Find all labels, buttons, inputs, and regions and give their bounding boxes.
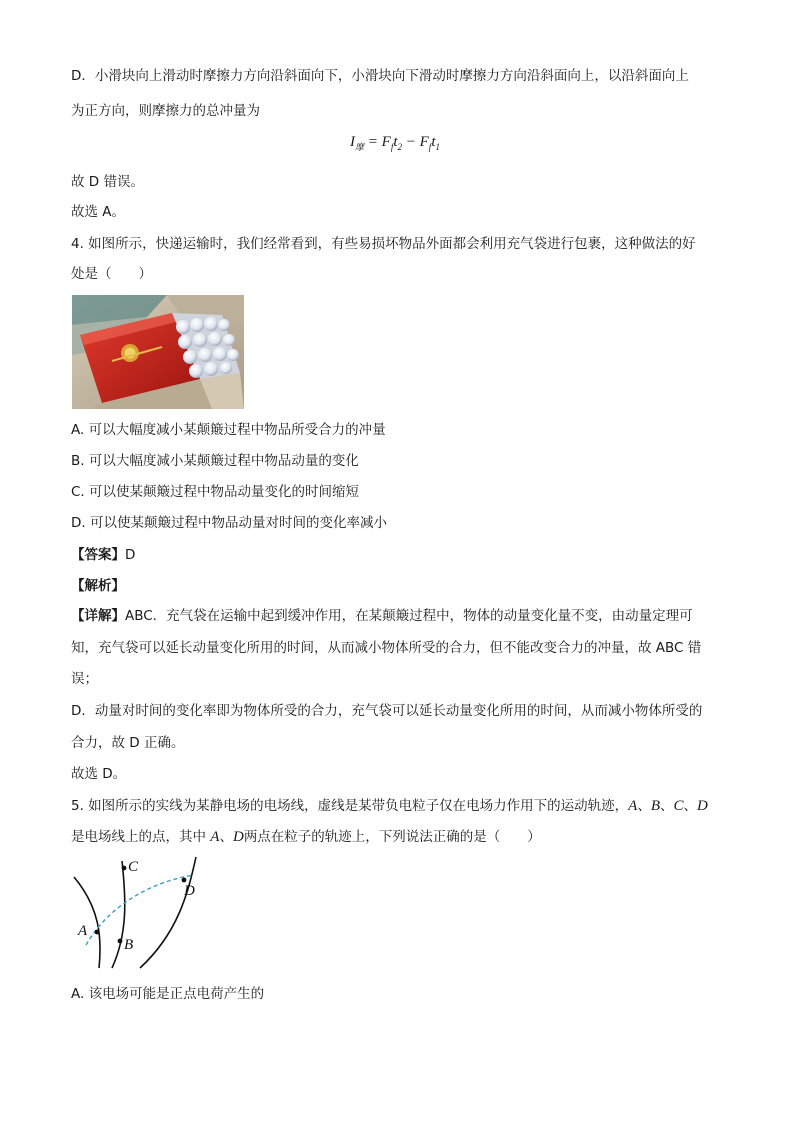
formula-lhs-sub: 摩 (355, 142, 365, 152)
question-4-stem-line2: 处是（ ） (71, 266, 152, 282)
point-b: B (650, 798, 661, 814)
package-airbag-photo (72, 295, 244, 409)
question-5-stem-line2: 是电场线上的点，其中 A、D两点在粒子的轨迹上，下列说法正确的是（ ） (71, 829, 541, 845)
detail-line5: 合力，故 D 正确。 (71, 735, 185, 751)
analysis-tag-text: 【解析】 (71, 578, 125, 594)
point-a: A (628, 798, 638, 814)
point-d: D (697, 798, 708, 814)
formula-term2-sub: f (428, 142, 432, 152)
text: D．动量对时间的变化率即为物体所受的合力，充气袋可以延长动量变化所用的时间，从而减小物体所受的 (71, 703, 703, 719)
dot-d (182, 878, 187, 883)
detail-line1-text: ABC．充气袋在运输中起到缓冲作用，在某颠簸过程中，物体的动量变化量不变，由动量定理可 (125, 608, 693, 624)
field-diagram-svg (70, 853, 210, 973)
choose-d-conclusion: 故选 D。 (71, 766, 127, 782)
field-line-right (140, 857, 196, 968)
point-c: C (673, 798, 684, 814)
text (71, 606, 693, 626)
formula-term1-sub: f (390, 142, 394, 152)
question-5-stem-line1: 5. 如图所示的实线为某静电场的电场线，虚线是某带负电粒子仅在电场力作用下的运动轨迹，A、B、C、D (71, 798, 708, 814)
detail-line1 (71, 606, 723, 626)
answer-tag: 【答案】 (71, 547, 125, 563)
dot-a (95, 930, 100, 935)
text-a: 是电场线上的点，其中 (71, 829, 211, 845)
point-d-ref: D (232, 829, 244, 845)
text-b: 两点在粒子的轨迹上，下列说法正确的是（ ） (243, 829, 541, 845)
text: D．小滑块向上滑动时摩擦力方向沿斜面向下，小滑块向下滑动时摩擦力方向沿斜面向上，以沿斜面向上 (71, 68, 689, 84)
formula-term1-t-sub: 2 (397, 142, 402, 152)
formula-term2-t: t (431, 134, 436, 150)
point-a-ref: A (210, 829, 220, 845)
detail-tag: 【详解】 (71, 608, 125, 624)
option-d-explanation-line1 (71, 66, 723, 86)
formula-term1: F (381, 134, 391, 150)
electric-field-diagram (70, 853, 210, 973)
dot-b (118, 939, 123, 944)
formula-term1-t: t (393, 134, 398, 150)
field-line-middle (112, 861, 125, 968)
label-c: C (128, 859, 139, 875)
text: 5. 如图所示的实线为某静电场的电场线，虚线是某带负电粒子仅在电场力作用下的运动轨迹， (71, 798, 629, 814)
detail-line4 (71, 701, 723, 721)
question-5-option-a: A. 该电场可能是正点电荷产生的 (71, 986, 265, 1002)
text: 知，充气袋可以延长动量变化所用的时间，从而减小物体所受的合力，但不能改变合力的冲量，故 ABC 错 (71, 640, 702, 656)
option-d-explanation-line2: 为正方向，则摩擦力的总冲量为 (71, 103, 260, 119)
formula-term2: F (419, 134, 429, 150)
particle-trajectory (86, 875, 194, 945)
answer-line (71, 545, 135, 565)
question-4-option-d: D. 可以使某颠簸过程中物品动量对时间的变化率减小 (71, 515, 387, 531)
question-4-option-a: A. 可以大幅度减小某颠簸过程中物品所受合力的冲量 (71, 422, 386, 438)
question-4-option-c: C. 可以使某颠簸过程中物品动量变化的时间缩短 (71, 484, 360, 500)
d-wrong-conclusion: 故 D 错误。 (71, 174, 144, 190)
question-4-stem-line1 (71, 234, 723, 254)
formula-lhs: I (350, 134, 355, 150)
answer-value: D (125, 547, 136, 563)
analysis-tag (71, 576, 125, 596)
formula-minus: − (402, 134, 420, 150)
formula-eq: = (364, 134, 382, 150)
detail-line2 (71, 638, 723, 658)
detail-line3: 误； (71, 671, 98, 687)
text: 4. 如图所示，快递运输时，我们经常看到，有些易损坏物品外面都会利用充气袋进行包裹，这种做法的好 (71, 236, 696, 252)
package-photo-drawing (72, 295, 244, 409)
label-b: B (124, 937, 134, 953)
dot-c (122, 866, 127, 871)
choose-a-conclusion: 故选 A。 (71, 204, 126, 220)
impulse-formula (350, 134, 440, 153)
label-a: A (78, 923, 88, 939)
label-d: D (184, 883, 195, 899)
question-4-option-b: B. 可以大幅度减小某颠簸过程中物品动量的变化 (71, 453, 359, 469)
formula-term2-t-sub: 1 (435, 142, 440, 152)
